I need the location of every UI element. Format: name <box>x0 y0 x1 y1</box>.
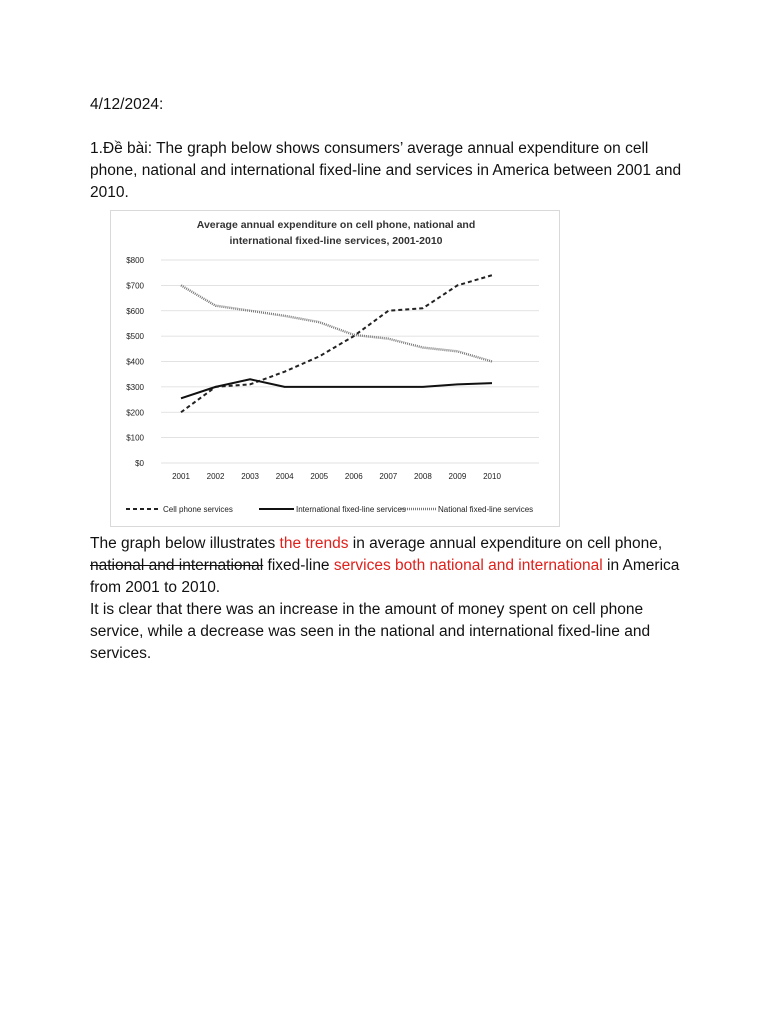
x-tick-label: 2008 <box>413 472 432 481</box>
correction-insert: the trends <box>279 535 349 552</box>
strikethrough-deletion: national and international <box>90 557 264 574</box>
y-tick-label: $600 <box>126 306 144 316</box>
essay-text: in average annual expenditure on cell phone, <box>348 535 663 552</box>
y-tick-label: $500 <box>126 332 144 342</box>
chart-title-line2: international fixed-line services, 2001-2010 <box>229 235 443 247</box>
essay-body <box>90 533 690 665</box>
chart-legend <box>126 505 533 514</box>
essay-text: fixed-line <box>263 557 334 574</box>
y-tick-label: $400 <box>126 357 144 367</box>
task-label: Đề bài: <box>102 140 153 157</box>
chart-series <box>181 275 492 412</box>
y-tick-label: $200 <box>126 408 144 418</box>
series-line-1 <box>181 275 492 412</box>
y-tick-label: $800 <box>126 256 144 265</box>
essay-text: in America from 2001 to 2010. <box>90 557 680 596</box>
x-tick-label: 2009 <box>448 472 467 481</box>
y-axis-ticks <box>126 256 144 468</box>
x-tick-label: 2007 <box>379 472 398 481</box>
x-tick-label: 2001 <box>172 472 190 481</box>
series-line-2 <box>181 379 492 398</box>
y-tick-label: $700 <box>126 281 144 291</box>
series-line-3 <box>181 285 492 361</box>
x-tick-label: 2010 <box>483 472 501 481</box>
x-tick-label: 2002 <box>206 472 225 481</box>
task-text: The graph below shows consumers’ average annual expenditure on cell phone, national and international fixed-line and services in America between 2001 and 2010. <box>90 140 682 201</box>
chart-title-line1: Average annual expenditure on cell phone, national and <box>196 219 476 231</box>
essay-paragraph-2: It is clear that there was an increase in the amount of money spent on cell phone service, while a decrease was seen in the national and international fixed-line and services. <box>90 601 651 662</box>
x-tick-label: 2003 <box>241 472 260 481</box>
y-tick-label: $0 <box>135 459 144 468</box>
x-tick-label: 2006 <box>344 472 363 481</box>
legend-label: Cell phone services <box>163 505 233 514</box>
task-prompt <box>90 138 690 204</box>
x-tick-label: 2004 <box>275 472 294 481</box>
y-tick-label: $300 <box>126 382 144 392</box>
chart-canvas <box>111 211 559 526</box>
y-tick-label: $100 <box>126 433 144 443</box>
x-axis-ticks <box>172 472 501 481</box>
chart-gridlines <box>161 260 539 463</box>
correction-insert: services both national and international <box>333 557 603 574</box>
essay-text: The graph below illustrates <box>90 535 280 552</box>
essay-paragraph-1 <box>90 533 690 599</box>
date-heading: 4/12/2024: <box>90 96 164 113</box>
line-chart <box>110 210 560 527</box>
task-number: 1. <box>90 140 103 157</box>
legend-label: International fixed-line services <box>296 505 406 514</box>
x-tick-label: 2005 <box>310 472 329 481</box>
legend-label: National fixed-line services <box>438 505 534 514</box>
